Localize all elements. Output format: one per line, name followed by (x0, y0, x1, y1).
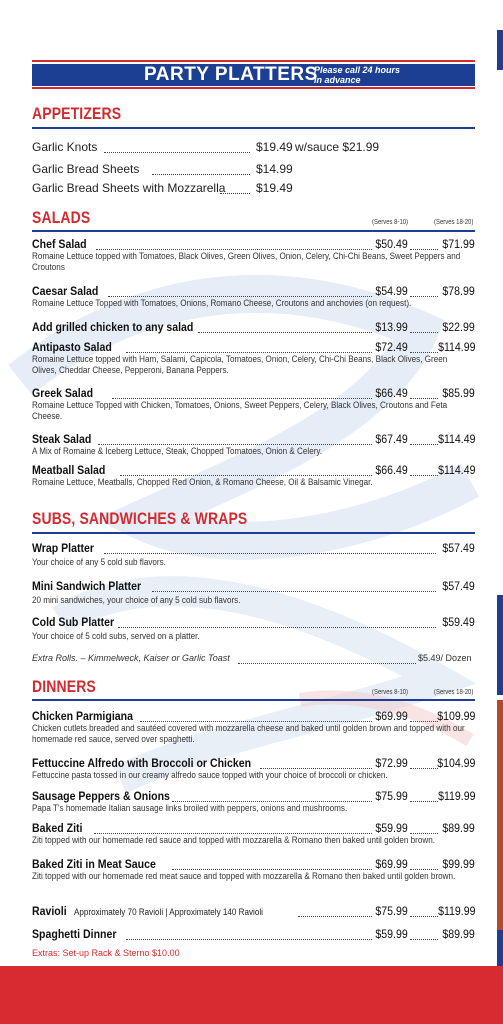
item-description: Romaine Lettuce topped with Ham, Salami, Capicola, Tomatoes, Onion, Celery, Chi-Chi Beans, Black Olives, Green Olives, Cheddar Cheese, Pepperoni, Banana Peppers. (32, 354, 448, 375)
leader-dots (238, 662, 416, 664)
banner-note-line2: in advance (314, 75, 361, 85)
price-large: $119.99 (437, 789, 475, 803)
edge-photo-segment (497, 700, 503, 930)
subs-heading: SUBS, SANDWICHES & WRAPS (32, 509, 248, 528)
leader-dots (410, 248, 438, 250)
leader-dots (410, 832, 438, 834)
banner-note-line1: Please call 24 hours (314, 65, 401, 75)
price-small: $67.49 (375, 432, 408, 446)
item-name: Cold Sub Platter (32, 615, 115, 629)
item-description: Fettuccine pasta tossed in our creamy alfredo sauce topped with your choice of broccoli or chicken. (32, 770, 388, 780)
leader-dots (260, 767, 372, 769)
edge-blue-segment (497, 595, 503, 695)
price: $59.49 (442, 615, 475, 629)
price-large: $89.99 (442, 927, 475, 941)
appetizer-name: Garlic Bread Sheets (32, 162, 140, 176)
leader-dots (410, 938, 438, 940)
item-name: Steak Salad (32, 432, 92, 446)
item-description: Ziti topped with our homemade red sauce and topped with mozzarella & Romano then baked until golden brown. (32, 835, 436, 845)
price-large: $22.99 (442, 320, 475, 334)
leader-dots (152, 590, 436, 592)
leader-dots (410, 295, 438, 297)
leader-dots (198, 331, 372, 333)
dinner-extras-note: Extras: Set-up Rack & Sterno $10.00 (32, 948, 180, 958)
leader-dots (104, 552, 436, 554)
price-large: $109.99 (436, 709, 475, 723)
item-description: Your choice of any 5 cold sub flavors. (32, 557, 166, 567)
banner-note (314, 65, 400, 85)
right-edge-strip (497, 0, 503, 1024)
leader-dots (172, 868, 372, 870)
leader-dots (120, 474, 372, 476)
item-description: Papa T's homemade Italian sausage links broiled with peppers, onions and mushrooms. (32, 803, 348, 813)
price-large: $99.99 (442, 857, 475, 871)
item-name: Fettuccine Alfredo with Broccoli or Chicken (32, 756, 252, 770)
leader-dots (118, 626, 436, 628)
item-name: Ravioli (32, 904, 67, 918)
price-small: $59.99 (375, 927, 408, 941)
leader-dots (410, 800, 438, 802)
price-small: $66.49 (375, 463, 408, 477)
leader-dots (94, 832, 372, 834)
dinners-heading: DINNERS (32, 677, 96, 696)
item-name: Baked Ziti (32, 821, 83, 835)
serves-large-label: (Serves 18-20) (434, 219, 474, 226)
serves-small-label: (Serves 8-10) (372, 689, 409, 696)
price-small: $54.99 (375, 284, 408, 298)
item-name: Chef Salad (32, 237, 87, 251)
appetizer-price: $19.49 (256, 140, 293, 154)
item-description: Chicken cutlets breaded and sautéed covered with mozzarella cheese and baked until golden brown and topped with our homemade red sauce, served over spaghetti. (32, 723, 465, 744)
leader-dots (140, 720, 372, 722)
leader-dots (410, 474, 438, 476)
price-large: $89.99 (442, 821, 475, 835)
price-small: $66.49 (375, 386, 408, 400)
item-description: A Mix of Romaine & Iceberg Lettuce, Steak, Chopped Tomatoes, Onion & Celery. (32, 446, 323, 456)
item-description: Romaine Lettuce, Meatballs, Chopped Red Onion, & Romano Cheese, Oil & Balsamic Vinegar. (32, 477, 373, 487)
item-name: Wrap Platter (32, 541, 95, 555)
extra-rolls-price: $5.49/ Dozen (418, 653, 472, 663)
leader-dots (108, 295, 372, 297)
appetizer-name: Garlic Bread Sheets with Mozzarella (32, 181, 226, 195)
leader-dots (410, 331, 438, 333)
item-name: Spaghetti Dinner (32, 927, 117, 941)
price-large: $104.99 (436, 756, 475, 770)
leader-dots (410, 720, 438, 722)
subs-rule (32, 532, 475, 534)
price-small: $75.99 (375, 789, 408, 803)
item-name: Greek Salad (32, 386, 94, 400)
leader-dots (410, 868, 438, 870)
price: $57.49 (442, 579, 475, 593)
item-name: Meatball Salad (32, 463, 106, 477)
leader-dots (126, 351, 372, 353)
appetizer-extra: w/sauce $21.99 (295, 140, 380, 154)
leader-dots (410, 351, 438, 353)
item-name: Mini Sandwich Platter (32, 579, 142, 593)
price-small: $72.99 (375, 756, 408, 770)
extra-rolls-note: Extra Rolls. – Kimmelweck, Kaiser or Garlic Toast (32, 653, 230, 663)
price-large: $114.49 (437, 463, 475, 477)
item-name: Baked Ziti in Meat Sauce (32, 857, 156, 871)
price-small: $72.49 (375, 340, 408, 354)
leader-dots (126, 938, 372, 940)
item-description: Ziti topped with our homemade red meat sauce and topped with mozzarella & Romano then baked until golden brown. (32, 871, 456, 881)
item-name: Chicken Parmigiana (32, 709, 133, 723)
price: $57.49 (442, 541, 475, 555)
appetizer-price: $14.99 (256, 162, 293, 176)
price-large: $114.99 (437, 340, 475, 354)
item-description: Romaine Lettuce Topped with Tomatoes, Onions, Romano Cheese, Croutons and anchovies (on request). (32, 298, 412, 308)
appetizers-heading: APPETIZERS (32, 104, 122, 123)
item-description: Your choice of 5 cold subs, served on a platter. (32, 631, 200, 641)
leader-dots (98, 443, 372, 445)
leader-dots (220, 192, 250, 194)
leader-dots (410, 397, 438, 399)
item-name: Sausage Peppers & Onions (32, 789, 170, 803)
price-small: $75.99 (375, 904, 408, 918)
appetizers-rule (32, 127, 475, 129)
banner-top-rule (32, 60, 475, 62)
edge-blue-segment (497, 30, 503, 70)
item-description: Romaine Lettuce topped with Tomatoes, Black Olives, Green Olives, Onion, Celery, Chi-Chi Beans, Sweet Peppers and Croutons (32, 251, 461, 272)
leader-dots (172, 800, 372, 802)
dinners-rule (32, 699, 475, 701)
party-platters-banner (32, 60, 475, 90)
price-small: $50.49 (375, 237, 408, 251)
item-subtext: Approximately 70 Ravioli | Approximately 140 Ravioli (74, 907, 263, 917)
serves-large-label: (Serves 18-20) (434, 689, 474, 696)
salads-rule (32, 230, 475, 232)
price-small: $13.99 (375, 320, 408, 334)
leader-dots (104, 151, 250, 153)
leader-dots (112, 397, 372, 399)
salads-heading: SALADS (32, 208, 91, 227)
price-small: $69.99 (375, 709, 408, 723)
item-description: 20 mini sandwiches, your choice of any 5 cold sub flavors. (32, 595, 241, 605)
price-large: $78.99 (442, 284, 475, 298)
banner-title: PARTY PLATTERS (144, 64, 318, 85)
price-large: $71.99 (442, 237, 475, 251)
item-name: Add grilled chicken to any salad (32, 320, 194, 334)
edge-blue-segment (497, 930, 503, 966)
appetizer-name: Garlic Knots (32, 140, 98, 154)
item-name: Caesar Salad (32, 284, 99, 298)
price-small: $69.99 (375, 857, 408, 871)
item-name: Antipasto Salad (32, 340, 112, 354)
price-large: $85.99 (442, 386, 475, 400)
footer-red-band (0, 966, 503, 1024)
leader-dots (152, 173, 250, 175)
leader-dots (298, 915, 372, 917)
leader-dots (96, 248, 372, 250)
leader-dots (410, 915, 438, 917)
leader-dots (410, 443, 438, 445)
serves-small-label: (Serves 8-10) (372, 219, 409, 226)
leader-dots (410, 767, 438, 769)
appetizer-price: $19.49 (256, 181, 293, 195)
banner-bottom-rule (32, 87, 475, 89)
item-description: Romaine Lettuce Topped with Chicken, Tomatoes, Onions, Sweet Peppers, Celery, Black Olives, Croutons and Feta Cheese. (32, 400, 448, 421)
price-large: $114.49 (437, 432, 475, 446)
price-small: $59.99 (375, 821, 408, 835)
price-large: $119.99 (437, 904, 475, 918)
